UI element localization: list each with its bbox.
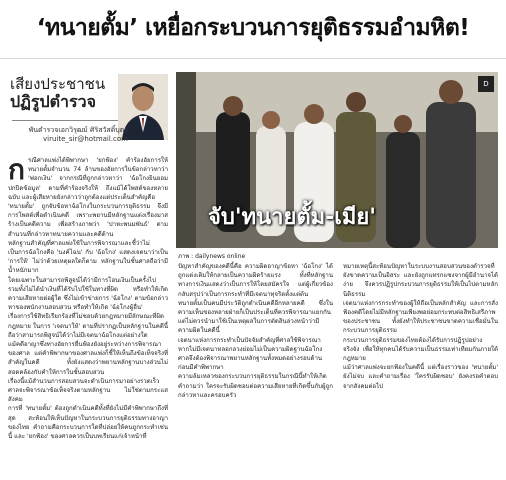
photo-caption: จับ'ทนายตั้ม-เมีย': [208, 205, 376, 230]
body-column-2: [178, 262, 333, 400]
paragraph: ทนายตั้มเป็นคนมีประวัติถูกดำเนินคดีอีกหลายคดี ซึ่งในความเห็นของหลายฝ่ายก็เป็นประเด็นที่ควรพิจารณาแยกกัน แต่ไม่ควรนำมาใช้เป็นเหตุผลในการตัดสินล่วงหน้าว่ามีความผิดในคดีนี้: [178, 299, 333, 335]
author-email[interactable]: viruite_sir@hotmail.com: [42, 135, 128, 143]
photo-logo: D: [478, 76, 494, 92]
column-header: [8, 70, 168, 152]
photo-credit: ภาพ : dailynews online: [178, 253, 246, 260]
column-title: [10, 76, 105, 110]
paragraph: หลักฐานสำคัญที่ศาลแพ่งใช้ในการพิจารณาและชี้ว่าไม่เป็นการฉ้อโกงคือ 'นงค์ไฉน' กับ 'ฉ้อโกง' แสดงเจตนาว่าเป็น 'การให้' ไม่ว่าด้วยเหตุผลใดก็ตาม หลักฐานในชั้นศาลถือว่ามีน้ำหนักมาก: [8, 239, 168, 275]
paragraph: เจตนาแห่งการกระทำเป็นปัจจัยสำคัญที่ศาลใช้พิจารณา หากไม่มีเจตนาหลอกลวงย่อมไม่เป็นความผิดฐานฉ้อโกง ศาลจึงต้องพิจารณาพยานหลักฐานทั้งหมดอย่างรอบด้านก่อนมีคำพิพากษา: [178, 336, 323, 372]
paragraph-1: [8, 153, 168, 202]
paragraph: เรื่องนี้แม้สำนวนการสอบสวนจะดำเนินการมาอย่างรวดเร็ว ศาลจะพิจารณาข้อเท็จจริงตามหลักฐาน ไม่ใช่ตามกระแสสังคม: [8, 377, 168, 404]
paragraph: 'ทนายตั้ม' ถูกจับข้อหาฉ้อโกงในกระบวนการยุติธรรม จึงมีการโพสต์เพื่อดำเนินคดี เพราะพยานมีหลักฐานแต่งเรื่องมาสร้างเป็นคดีความ เพื่อสร้างภาพว่า 'ปาหะพนมพันธ์' ตามสำนวนที่กล่าวหาทนายความและคดีด้าน: [8, 203, 168, 238]
header-band: [0, 0, 506, 59]
paragraph: เรื่องการใช้สิทธิเรียกร้องที่ไม่ชอบด้วยกฎหมายมีลักษณะที่ผิดกฎหมาย ในการ 'เจตนาให้' ตามที่ปรากฏเป็นหลักฐานในคดีนี้ ถือว่าสามารถพิสูจน์ได้ว่าไม่มีเจตนาฉ้อโกงแต่อย่างใด: [8, 313, 168, 339]
paragraph: แม้ว่าศาลแพ่งจะยกฟ้องในคดีนี้ แต่เรื่องราวของ 'ทนายตั้ม' ยังไม่จบ และคำถามเรื่อง 'ใครรับผิดชอบ' ยังคงรอคำตอบจากสังคมต่อไป: [343, 364, 498, 390]
body-column-3: [343, 262, 498, 391]
paragraph: การที่ 'ทนายตั้ม' ต้องถูกดำเนินคดีทั้งที่ยังไม่มีคำพิพากษาถึงที่สุด สะท้อนให้เห็นปัญหาในกระบวนการยุติธรรมทางอาญาของไทย คำถามคือกระบวนการใดที่ปล่อยให้คนถูกกระทำเช่นนี้ และ 'ยกฟ้อง' ของศาลควรเป็นบทเรียนแก่เจ้าหน้าที่: [8, 405, 168, 441]
column-title-line2: ปฏิรูปตำรวจ: [10, 92, 96, 111]
paragraph: เจตนาแห่งการกระทำของผู้ให้ถือเป็นหลักสำคัญ และการสั่งฟ้องคดีโดยไม่มีหลักฐานเพียงพอย่อมกระทบต่อสิทธิเสรีภาพของประชาชน ทั้งยังทำให้ประชาชนขาดความเชื่อมั่นในกระบวนการยุติธรรม: [343, 299, 498, 335]
news-photo: [176, 72, 498, 248]
paragraph: กระบวนการยุติธรรมของไทยต้องได้รับการปฏิรูปอย่างจริงจัง เพื่อให้ทุกคนได้รับความเป็นธรรมเท่าเทียมกันภายใต้กฎหมาย: [343, 336, 498, 363]
paragraph: ปัญหาสำคัญของคดีนี้คือ ความผิดอาญาข้อหา 'ฉ้อโกง' ได้ถูกแต่งเติมให้กลายเป็นความผิดร้ายแรง ทั้งที่หลักฐานทางการเงินแสดงว่าเป็นการให้โดยสมัครใจ แต่ผู้เกี่ยวข้องกลับสรุปว่าเป็นการกระทำที่มีเจตนาทุจริตตั้งแต่ต้น: [178, 263, 333, 298]
paragraph-1-text: รณีศาลแพ่งได้พิพากษา 'ยกฟ้อง' คำร้องอัยการให้ทนายตั้มจำนวน 74 ล้านของอัยการในข้อกล่าวหาว่า 'ฟอกเงิน' จากกรณีที่ถูกกล่าวหาว่า 'ฉ้อโกงยินยอมปกปิดข้อมูล' ตามที่คำร้องจริงให้ ถึงแม้ได้โพสต์ของหลายฉบับ และผู้เสียหายยังกล่าวว่าถูกต้องแต่ประเด็นสำคัญคือ: [8, 157, 168, 201]
paragraph: แม้คดีอาญาซึ่งทางอัยการยื่นฟ้องยังอยู่ระหว่างการพิจารณาของศาล แต่คำพิพากษาของศาลแพ่งก็ชี้ให้เห็นถึงข้อเท็จจริงที่สำคัญในคดี ทั้งยังแสดงว่าพยานหลักฐานบางส่วนไม่สอดคล้องกับคำให้การในชั้นสอบสวน: [8, 341, 168, 376]
paragraph: ความล้มเหลวของกระบวนการยุติธรรมในกรณีนี้ทำให้เกิดคำถามว่า ใครจะรับผิดชอบต่อความเสียหายที่เกิดขึ้นกับผู้ถูกกล่าวหาและครอบครัว: [178, 373, 333, 399]
column-title-line1: เสียงประชาชน: [10, 75, 106, 93]
paragraph: โดยเฉพาะในสามารถพิสูจน์ได้ว่ามีการโอนเงินเป็นครั้งไป รวมทั้งไม่ได้นำเงินที่ได้รับไปใช้ในทางที่ผิด หรือทำให้เกิดความเสียหายต่อผู้ใด ซึ่งไม่เข้าข่ายการ 'ฉ้อโกง' ตามข้อกล่าวหาของพนักงานสอบสวน หรือทำให้เกิด 'ฉ้อโกงผู้อื่น': [8, 276, 168, 312]
author-name: พันตำรวจเอกวิรุฒม์ ศิริสวัสดิ์บุตร: [28, 126, 128, 134]
column-divider: [12, 120, 120, 121]
drop-cap: ก: [8, 153, 25, 186]
headline: ‘ทนายตั้ม’ เหยื่อกระบวนการยุติธรรมอำมหิต!: [36, 15, 470, 41]
paragraph: หมายเหตุนี้สะท้อนปัญหาในระบบงานสอบสวนของตำรวจที่ยังขาดความเป็นอิสระ และยังถูกแทรกแซงจากผู้มีอำนาจได้ง่าย จึงควรปฏิรูปกระบวนการยุติธรรมให้เป็นไปตามหลักนิติธรรม: [343, 263, 498, 298]
body-column-1: [8, 153, 168, 441]
column-author: [18, 126, 128, 144]
